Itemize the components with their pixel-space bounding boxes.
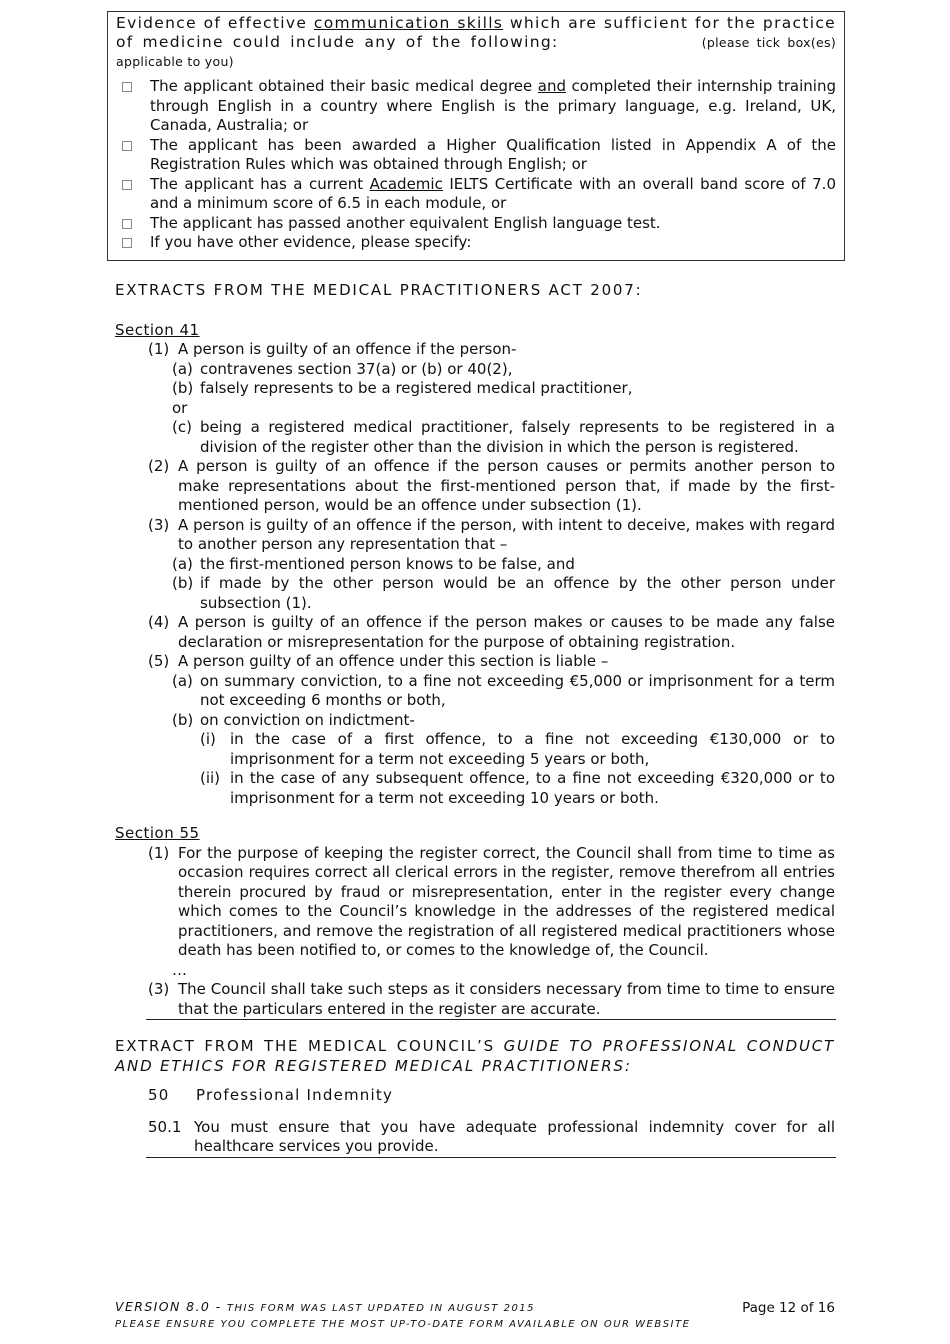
checkbox[interactable] (122, 180, 132, 190)
s41-clause: (ii) in the case of any subsequent offence, to a fine not exceeding €320,000 or to imprisonment for a term not exceeding 10 years or both. (200, 769, 835, 807)
s55-clause: (1) For the purpose of keeping the register correct, the Council shall from time to time as occasion requires correct all clerical errors in the register, remove therefrom all entries therein procured by fraud or misrepresentation, enter in the register every change which comes to the Council’s knowledge in the addresses of the registered medical practitioners, and remove the registration of all registered medical practitioners whose death has been notified to, or comes to the knowledge of, the Council. (148, 843, 835, 959)
guide-heading: EXTRACT FROM THE MEDICAL COUNCIL’S GUIDE TO PROFESSIONAL CONDUCT AND ETHICS FOR REGISTERED MEDICAL PRACTITIONERS: (115, 1037, 835, 1075)
act-extracts (115, 281, 835, 1158)
s41-clause: (a) contravenes section 37(a) or (b) or 40(2), (172, 359, 513, 378)
footer-notice: PLEASE ENSURE YOU COMPLETE THE MOST UP-TO-DATE FORM AVAILABLE ON OUR WEBSITE (115, 1319, 691, 1330)
s41-clause: (b) on conviction on indictment- (172, 710, 415, 729)
s41-clause: (a) on summary conviction, to a fine not exceeding €5,000 or imprisonment for a term not exceeding 6 months or both, (172, 671, 835, 709)
s41-clause: (3) A person is guilty of an offence if the person, with intent to deceive, makes with regard to another person any representation that – (148, 515, 835, 553)
tick-note: (please tick box(es) applicable to you) (116, 35, 836, 69)
s41-clause: (c) being a registered medical practitioner, falsely represents to be registered in a division of the register other than the division in which the person is registered. (172, 418, 835, 456)
guide-section-50-1: 50.1 You must ensure that you have adequate professional indemnity cover for all healthcare services you provide. (148, 1117, 835, 1155)
evidence-box (107, 11, 845, 261)
checkbox[interactable] (122, 219, 132, 229)
act-heading: EXTRACTS FROM THE MEDICAL PRACTITIONERS ACT 2007: (115, 281, 643, 299)
guide-section-50: 50 Professional Indemnity (148, 1086, 394, 1104)
s41-clause: (5) A person guilty of an offence under this section is liable – (148, 652, 609, 670)
s41-clause: (2) A person is guilty of an offence if the person causes or permits another person to make representations about the first-mentioned person that, if made by the first-mentioned person, would be an offence under subsection (1). (148, 457, 835, 514)
s41-clause: (b) falsely represents to be a registered medical practitioner, (172, 379, 633, 397)
evidence-option-other: If you have other evidence, please specify: (116, 233, 836, 253)
s41-clause: (i) in the case of a first offence, to a fine not exceeding €130,000 or to imprisonment for a term not exceeding 5 years or both, (200, 730, 835, 768)
evidence-option-higher-qualification: The applicant has been awarded a Higher Qualification listed in Appendix A of the Registration Rules which was obtained through English; or (116, 136, 836, 175)
evidence-option-degree: The applicant obtained their basic medical degree and completed their internship training through English in a country where English is the primary language, e.g. Ireland, UK, Canada, Australia; or (116, 77, 836, 136)
s41-clause: (a) the first-mentioned person knows to be false, and (172, 554, 575, 573)
checkbox[interactable] (122, 82, 132, 92)
divider (146, 1157, 836, 1158)
ellipsis-text: … (172, 960, 187, 979)
checkbox[interactable] (122, 141, 132, 151)
s55-clause: (3) The Council shall take such steps as it considers necessary from time to time to ensure that the particulars entered in the register are accurate. (148, 980, 835, 1018)
page-number: Page 12 of 16 (742, 1300, 835, 1316)
evidence-checklist (116, 77, 836, 253)
or-text: or (172, 398, 188, 417)
section-41-title: Section 41 (115, 320, 200, 339)
evidence-option-other-test: The applicant has passed another equivalent English language test. (116, 214, 836, 234)
s41-clause: (1) A person is guilty of an offence if the person- (148, 340, 517, 358)
evidence-intro: Evidence of effective communication skills which are sufficient for the practice of medicine could include any of the following: (please tick box(es) applicable to you) (116, 14, 836, 69)
s41-clause: (b) if made by the other person would be an offence by the other person under subsection (1). (172, 574, 835, 612)
communication-skills-text: communication skills (313, 14, 504, 32)
evidence-option-ielts: The applicant has a current Academic IELTS Certificate with an overall band score of 7.0 and a minimum score of 6.5 in each module, or (116, 175, 836, 214)
footer-version: VERSION 8.0 - THIS FORM WAS LAST UPDATED IN AUGUST 2015 PLEASE ENSURE YOU COMPLETE THE MOST UP-TO-DATE FORM AVAILABLE ON OUR WEBSITE (115, 1299, 690, 1333)
checkbox[interactable] (122, 238, 132, 248)
section-55-title: Section 55 (115, 824, 200, 842)
s41-clause: (4) A person is guilty of an offence if the person makes or causes to be made any false declaration or misrepresentation for the purpose of obtaining registration. (148, 613, 835, 651)
